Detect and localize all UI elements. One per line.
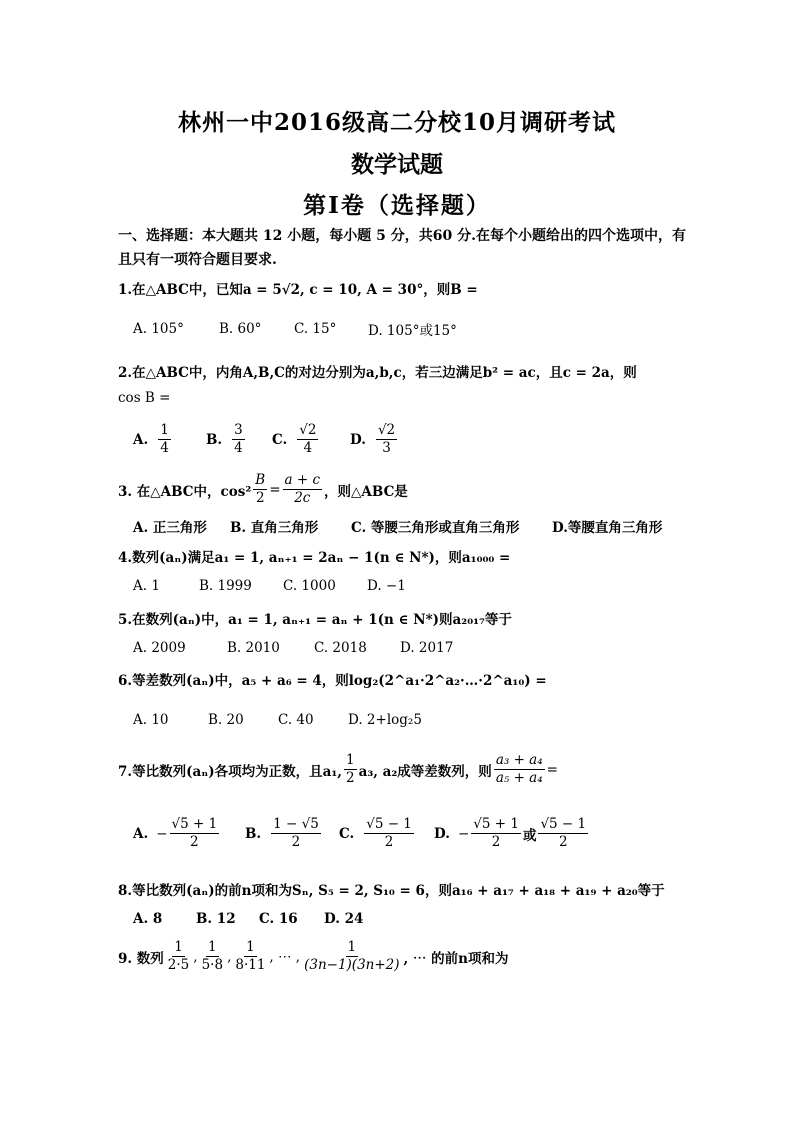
q3-frac2 (283, 472, 323, 507)
q3-option-c: C. 等腰三角形或直角三角形 (351, 520, 520, 536)
q1-stem: 1.在△ABC中，已知a = 5√2, c = 10, A = 30°，则B = (118, 282, 478, 298)
q3-frac2-den: 2c (294, 490, 311, 506)
q2-c-fraction (297, 422, 318, 457)
q4-stem: 4.数列(aₙ)满足a₁ = 1, aₙ₊₁ = 2aₙ − 1(n ∈ N*)，则a₁₀₀₀ = (118, 550, 511, 566)
q1-option-b: B. 60° (219, 321, 262, 337)
q7-c-fraction (364, 816, 414, 851)
q8-stem: 8.等比数列(aₙ)的前n项和为Sₙ, S₅ = 2, S₁₀ = 6，则a₁₆ + a₁₇ + a₁₈ + a₁₉ + a₂₀等于 (118, 883, 665, 899)
q2-option-c (272, 422, 350, 457)
q7-option-d (434, 816, 590, 851)
q9-frac1 (166, 939, 191, 974)
q5-option-b: B. 2010 (227, 640, 280, 656)
q5-options (133, 640, 453, 656)
q2-label-c: C. (272, 431, 288, 448)
q2-d-den: 3 (382, 440, 391, 456)
q7-d-num1: √5 + 1 (473, 816, 519, 832)
q8-option-b: B. 12 (196, 911, 236, 927)
q9-pre: 9. 数列 (118, 950, 164, 967)
q2-label-b: B. (206, 431, 223, 448)
instructions-line2: 且只有一项符合题目要求. (118, 252, 277, 268)
q3-option-b: B. 直角三角形 (230, 520, 319, 536)
q2-label-d: D. (350, 431, 366, 448)
q7-b-fraction (271, 816, 321, 851)
q7-post: = (546, 761, 558, 778)
q3-stem (118, 472, 408, 507)
q3-frac2-num: a + c (284, 472, 321, 488)
q8-option-c: C. 16 (259, 911, 298, 927)
q3-option-a: A. 正三角形 (133, 520, 207, 536)
q1-option-a: A. 105° (133, 321, 184, 337)
q9-post: , ⋯ 的前n项和为 (403, 950, 509, 967)
q7-frac2-den: a₅ + a₄ (495, 770, 543, 786)
q7-d-num2: √5 − 1 (540, 816, 587, 832)
q8-options (133, 911, 363, 927)
q7-label-b: B. (245, 825, 262, 842)
q2-c-num: √2 (299, 422, 317, 438)
q3-option-d: D.等腰直角三角形 (552, 520, 663, 536)
q5-stem: 5.在数列(aₙ)中，a₁ = 1, aₙ₊₁ = aₙ + 1(n ∈ N*)则a₂₀₁₇等于 (118, 612, 512, 628)
q7-options (133, 816, 590, 851)
q1-option-c: C. 15° (294, 321, 337, 337)
q2-stem: 2.在△ABC中，内角A,B,C的对边分别为a,b,c，若三边满足b² = ac，且c = 2a，则 (118, 365, 637, 381)
q7-frac1 (344, 752, 357, 787)
q3-frac1 (253, 472, 267, 507)
q7-a-sign: − (156, 825, 168, 842)
q9-dots: , ⋯ , (269, 948, 301, 965)
q5-option-c: C. 2018 (314, 640, 367, 656)
q7-label-d: D. (434, 825, 450, 842)
q9-frac3 (233, 939, 267, 974)
q4-options (133, 578, 406, 594)
q7-label-a: A. (133, 825, 149, 842)
q2-option-a (133, 422, 206, 457)
q2-a-den: 4 (160, 440, 169, 456)
q7-pre: 7.等比数列(aₙ)各项均为正数，且a₁, (118, 763, 342, 780)
q7-a-fraction (170, 816, 220, 851)
q7-frac2-num: a₃ + a₄ (495, 752, 543, 768)
q7-d-den2: 2 (558, 834, 568, 850)
q7-frac1-den: 2 (345, 770, 355, 786)
q3-eq: = (269, 481, 281, 498)
q7-c-den: 2 (384, 834, 394, 850)
q3-options (133, 516, 662, 536)
q7-option-a (133, 816, 245, 851)
q2-a-fraction (158, 422, 171, 457)
q2-option-b (206, 422, 272, 457)
q3-post: ，则△ABC是 (324, 483, 408, 500)
q2-option-d (350, 422, 399, 457)
exam-title: 林州一中2016级高二分校10月调研考试 (177, 109, 617, 136)
q7-frac1-num: 1 (345, 752, 355, 768)
q2-c-den: 4 (303, 440, 313, 456)
q5-option-d: D. 2017 (400, 640, 454, 656)
q6-stem: 6.等差数列(aₙ)中，a₅ + a₆ = 4，则log₂(2^a₁·2^a₂·…·2^a₁₀) = (118, 673, 547, 689)
q2-options (133, 422, 399, 457)
q2-label-a: A. (133, 431, 149, 448)
q6-option-b: B. 20 (208, 712, 244, 728)
q5-option-a: A. 2009 (133, 640, 186, 656)
q7-label-c: C. (339, 825, 355, 842)
q9-frac2 (200, 939, 225, 974)
q7-a-num: √5 + 1 (171, 816, 218, 832)
q9-frac3-den: 8·11 (235, 957, 266, 973)
exam-subject: 数学试题 (351, 151, 443, 178)
q4-option-c: C. 1000 (283, 578, 336, 594)
q7-d-den1: 2 (491, 834, 501, 850)
q7-a-den: 2 (190, 834, 199, 850)
q9-frac1-num: 1 (174, 939, 183, 955)
q9-stem: 9. 数列 $\frac{1}{2\cdot 5}$ , $\frac{1}{5\cdot 8}$ , $\frac{1}{8\cdot 11}$ , ⋯ , $\frac{1}{(3n-1)(3n+2)}$ , ⋯ 的前n项和为 (118, 939, 509, 973)
q4-option-a: A. 1 (133, 578, 160, 594)
q7-b-num: 1 − √5 (273, 816, 319, 832)
q7-option-c (339, 816, 434, 851)
q6-option-c: C. 40 (278, 712, 314, 728)
q7-frac2 (494, 752, 545, 787)
q7-option-b (245, 816, 339, 851)
q8-option-d: D. 24 (324, 911, 364, 927)
q4-option-d: D. −1 (367, 578, 406, 594)
q9-frac3-num: 1 (246, 939, 255, 955)
q7-stem (118, 752, 558, 787)
q7-d-sign: − (457, 825, 470, 842)
q7-b-den: 2 (291, 834, 301, 850)
q1-option-d: D. 105°或15° (368, 323, 457, 339)
q8-option-a: A. 8 (133, 911, 163, 927)
q9-frac2-den: 5·8 (201, 957, 224, 973)
q2-d-num: √2 (377, 422, 396, 438)
q6-option-d: D. 2+log₂5 (348, 712, 422, 728)
q2-stem-cont: cos B = (118, 390, 171, 406)
q9-frac4-num: 1 (347, 939, 357, 955)
q6-option-a: A. 10 (133, 712, 169, 728)
q7-d-fraction1 (471, 816, 521, 851)
q2-d-fraction (376, 422, 397, 457)
q9-frac1-den: 2·5 (167, 957, 190, 973)
q7-c-num: √5 − 1 (366, 816, 412, 832)
q3-pre: 3. 在△ABC中，cos² (118, 483, 252, 500)
q1-options (133, 319, 457, 339)
instructions-line1: 一、选择题：本大题共 12 小题，每小题 5 分，共60 分.在每个小题给出的四个选项中，有 (118, 228, 686, 244)
q6-options (133, 712, 422, 728)
q2-b-num: 3 (234, 422, 243, 438)
q7-mid: a₃, a₂成等差数列，则 (358, 763, 492, 780)
q2-b-fraction (232, 422, 245, 457)
q3-frac1-num: B (255, 472, 266, 488)
q9-frac2-num: 1 (208, 939, 217, 955)
q2-a-num: 1 (160, 422, 169, 438)
section-title: 第Ⅰ卷（选择题） (303, 192, 491, 219)
q7-d-fraction2 (538, 816, 588, 851)
q4-option-b: B. 1999 (199, 578, 252, 594)
q3-frac1-den: 2 (255, 490, 265, 506)
q2-b-den: 4 (234, 440, 243, 456)
q9-frac4-den: (3n−1)(3n+2) (304, 957, 400, 973)
q9-frac4 (302, 939, 401, 974)
q7-d-or: 或 (522, 827, 537, 844)
